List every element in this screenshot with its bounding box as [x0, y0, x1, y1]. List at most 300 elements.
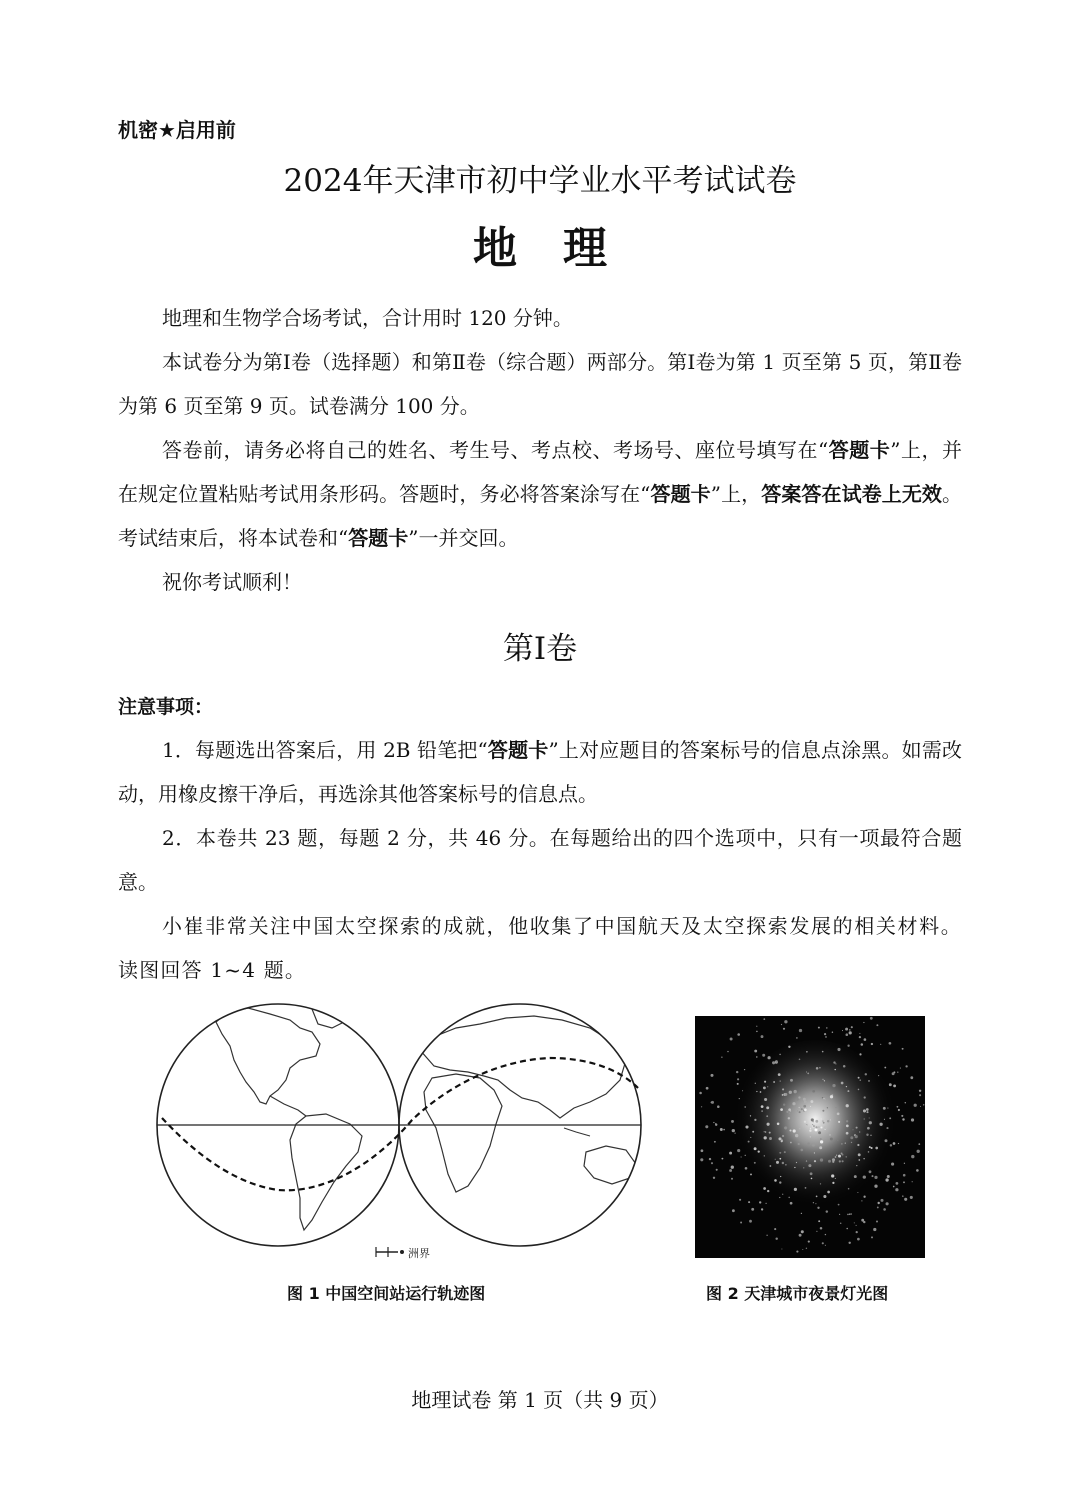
light-dot [821, 1118, 822, 1119]
light-dot [902, 1118, 904, 1120]
light-dot [861, 1219, 864, 1222]
light-dot [842, 1154, 844, 1156]
light-dot [903, 1181, 905, 1183]
light-dot [855, 1135, 858, 1138]
light-dot [830, 1137, 833, 1140]
light-dot [790, 1110, 792, 1112]
light-dot [866, 1111, 868, 1113]
tianjin-night-lights-image [695, 1016, 925, 1258]
light-dot [769, 1137, 772, 1140]
n1-text-1: 1．每题选出答案后，用 2B 铅笔把“ [162, 738, 488, 762]
light-dot [818, 1126, 820, 1128]
light-dot [766, 1115, 768, 1117]
light-dot [754, 1119, 756, 1121]
light-dot [878, 1075, 879, 1076]
light-dot [761, 1035, 764, 1038]
light-dot [889, 1083, 892, 1086]
light-dot [818, 1131, 821, 1134]
light-dot [729, 1152, 732, 1155]
light-dot [745, 1167, 748, 1170]
light-dot [822, 1110, 824, 1112]
light-dot [776, 1161, 779, 1164]
light-dot [910, 1076, 913, 1079]
light-dot [762, 1054, 765, 1057]
light-dot [727, 1051, 728, 1052]
light-dot [869, 1121, 872, 1124]
light-dot [859, 1036, 861, 1038]
light-dot [806, 1071, 807, 1072]
light-dot [819, 1067, 821, 1069]
light-dot [902, 1048, 904, 1050]
light-dot [848, 1188, 850, 1190]
light-dot [875, 1147, 878, 1150]
light-dot [706, 1087, 709, 1090]
light-dot [737, 1149, 740, 1152]
light-dot [814, 1152, 815, 1153]
light-dot [806, 1248, 807, 1249]
light-dot [849, 1031, 852, 1034]
n1-text-2: ”上对应题目的答案标号的信息点涂黑。如需改动，用橡皮擦干净后，再选涂其他答案标号的信息点。 [118, 738, 962, 806]
light-dot [843, 1065, 846, 1068]
light-dot [799, 1128, 801, 1130]
light-dot [874, 1185, 877, 1188]
light-dot [871, 1236, 873, 1238]
light-dot [825, 1036, 826, 1037]
light-dot [790, 1079, 793, 1082]
intro-paragraph-1: 地理和生物学合场考试，合计用时 120 分钟。 [162, 306, 573, 330]
light-dot [920, 1106, 921, 1107]
light-dot [832, 1158, 835, 1161]
light-dot [861, 1043, 864, 1046]
light-dot [723, 1129, 725, 1131]
light-dot [891, 1163, 894, 1166]
light-dot [904, 1198, 907, 1201]
light-dot [901, 1115, 903, 1117]
page-footer: 地理试卷 第 1 页（共 9 页） [411, 1388, 669, 1412]
light-dot [846, 1228, 848, 1230]
light-dot [824, 1098, 826, 1100]
light-dot [825, 1234, 826, 1235]
light-dot [919, 1094, 921, 1096]
light-dot [835, 1156, 837, 1158]
light-dot [783, 1028, 785, 1030]
light-dot [864, 1038, 867, 1041]
light-dot [799, 1029, 802, 1032]
light-dot [810, 1172, 813, 1175]
light-dot [763, 1086, 766, 1089]
light-dot [732, 1209, 735, 1212]
light-dot [887, 1175, 890, 1178]
light-dot [742, 1090, 743, 1091]
light-dot [716, 1169, 718, 1171]
light-dot [766, 1235, 767, 1236]
light-dot [829, 1134, 831, 1136]
light-dot [866, 1108, 869, 1111]
light-dot [902, 1195, 904, 1197]
light-dot [911, 1118, 914, 1121]
light-dot [745, 1125, 748, 1128]
light-dot [790, 1142, 792, 1144]
light-dot [857, 1192, 858, 1193]
light-dot [767, 1086, 768, 1087]
light-dot [824, 1033, 826, 1035]
light-dot [808, 1241, 810, 1243]
light-dot [764, 1136, 767, 1139]
light-dot [758, 1150, 760, 1152]
light-dot [800, 1149, 803, 1152]
light-dot [711, 1162, 713, 1164]
light-dot [806, 1051, 808, 1053]
light-dot [796, 1162, 797, 1163]
light-dot [765, 1131, 766, 1132]
light-dot [754, 1050, 757, 1053]
light-dot [801, 1213, 802, 1214]
light-dot [823, 1122, 825, 1124]
light-dot [798, 1096, 800, 1098]
light-dot [884, 1067, 886, 1069]
light-dot [916, 1169, 919, 1172]
light-dot [811, 1178, 813, 1180]
light-dot [749, 1220, 752, 1223]
light-dot [766, 1106, 769, 1109]
legend-label: 洲界 [408, 1247, 430, 1260]
light-dot [737, 1083, 739, 1085]
north-america-shape [216, 1008, 320, 1104]
light-dot [835, 1069, 836, 1070]
light-dot [781, 1248, 782, 1249]
light-dot [763, 1187, 766, 1190]
light-dot [796, 1098, 799, 1101]
light-dot [710, 1074, 713, 1077]
light-dot [849, 1213, 851, 1215]
light-dot [896, 1182, 899, 1185]
light-dot [842, 1160, 844, 1162]
light-dot [782, 1135, 784, 1137]
light-dot [871, 1043, 873, 1045]
light-dot [813, 1125, 815, 1127]
light-dot [782, 1194, 783, 1195]
light-dot [798, 1143, 800, 1145]
light-dot [874, 1176, 877, 1179]
light-dot [777, 1123, 780, 1126]
light-dot [876, 1220, 878, 1222]
light-dot [832, 1032, 833, 1033]
light-dot [845, 1028, 848, 1031]
light-dot [805, 1187, 807, 1189]
light-dot [779, 1152, 781, 1154]
light-dot [835, 1178, 836, 1179]
light-dot [887, 1108, 888, 1109]
light-dot [799, 1107, 800, 1108]
light-dot [761, 1208, 763, 1210]
p3-text-5: ”一并交回。 [408, 526, 519, 550]
light-dot [814, 1128, 817, 1131]
light-dot [839, 1214, 840, 1215]
light-dot [857, 1144, 859, 1146]
light-dot [863, 1158, 864, 1159]
light-dot [804, 1121, 806, 1123]
light-dot [820, 1158, 823, 1161]
light-dot [769, 1132, 771, 1134]
light-dot [841, 1143, 842, 1144]
light-dot [810, 1100, 813, 1103]
light-dot [815, 1203, 816, 1204]
space-station-orbit-map [150, 998, 652, 1268]
light-dot [845, 1142, 846, 1143]
light-dot [793, 1129, 796, 1132]
light-dot [730, 1038, 733, 1041]
light-dot [850, 1213, 852, 1215]
light-dot [796, 1037, 798, 1039]
light-dot [837, 1048, 840, 1051]
light-dot [838, 1204, 840, 1206]
light-dot [775, 1159, 776, 1160]
light-dot [917, 1150, 920, 1153]
light-dot [782, 1162, 784, 1164]
good-luck-text: 祝你考试顺利！ [162, 570, 302, 594]
light-dot [770, 1165, 772, 1167]
light-dot [815, 1120, 818, 1123]
light-dot [744, 1106, 746, 1108]
light-dot [903, 1174, 906, 1177]
light-dot [789, 1112, 791, 1114]
light-dot [867, 1127, 870, 1130]
light-dot [780, 1108, 783, 1111]
light-dot [756, 1031, 758, 1033]
light-dot [820, 1126, 822, 1128]
light-dot [801, 1108, 803, 1110]
light-dot [840, 1222, 842, 1224]
light-dot [721, 1057, 722, 1058]
light-dot [790, 1202, 793, 1205]
light-dot [799, 1111, 801, 1113]
light-dot [774, 1228, 776, 1230]
light-dot [780, 1176, 781, 1177]
light-dot [779, 1054, 781, 1056]
light-dot [824, 1080, 825, 1081]
light-dot [889, 1117, 891, 1119]
light-dot [904, 1163, 905, 1164]
answer-card-term: 答题卡 [348, 526, 409, 550]
notice-item-1 [118, 728, 962, 816]
p3-text-3: ”上， [710, 482, 762, 506]
light-dot [914, 1104, 917, 1107]
light-dot [780, 1080, 781, 1081]
light-dot [859, 1131, 860, 1132]
light-dot [912, 1181, 913, 1182]
light-dot [754, 1162, 756, 1164]
light-dot [781, 1140, 783, 1142]
light-dot [847, 1090, 849, 1092]
light-dot [846, 1120, 848, 1122]
light-dot [905, 1102, 906, 1103]
light-dot [895, 1188, 898, 1191]
light-dot [792, 1102, 795, 1105]
light-dot [761, 1105, 764, 1108]
light-dot [711, 1102, 713, 1104]
light-dot [720, 1128, 723, 1131]
light-dot [866, 1133, 868, 1135]
intro-paragraph-2: 本试卷分为第Ⅰ卷（选择题）和第Ⅱ卷（综合题）两部分。第Ⅰ卷为第 1 页至第 5 页，第Ⅱ卷为第 6 页至第 9 页。试卷满分 100 分。 [118, 350, 962, 418]
light-dot [859, 1033, 860, 1034]
light-dot [737, 1078, 739, 1080]
light-dot [860, 1079, 861, 1080]
light-dot [748, 1201, 750, 1203]
light-dot [803, 1098, 806, 1101]
light-dot [827, 1107, 828, 1108]
light-dot [857, 1238, 860, 1241]
light-dot [822, 1051, 824, 1053]
light-dot [774, 1179, 777, 1182]
light-dot [812, 1144, 815, 1147]
light-dot [778, 1073, 781, 1076]
light-dot [701, 1106, 702, 1107]
light-dot [827, 1120, 829, 1122]
light-dot [923, 1104, 925, 1106]
light-dot [880, 1044, 881, 1045]
light-dot [838, 1121, 840, 1123]
light-dot [846, 1156, 847, 1157]
light-dot [748, 1141, 750, 1143]
light-dot [833, 1061, 835, 1063]
light-dot [818, 1027, 820, 1029]
light-dot [820, 1138, 821, 1139]
light-dot [885, 1139, 888, 1142]
map-legend [376, 1247, 430, 1260]
light-dot [750, 1173, 752, 1175]
light-dot [820, 1140, 823, 1143]
light-dot [772, 1061, 775, 1064]
light-dot [831, 1174, 834, 1177]
light-dot [759, 1201, 761, 1203]
notice-item-2: 2．本卷共 23 题，每题 2 分，共 46 分。在每题给出的四个选项中，只有一项最符合题意。 [118, 826, 962, 894]
light-dot [822, 1079, 823, 1080]
light-dot [823, 1195, 826, 1198]
eastern-hemisphere [420, 1016, 636, 1192]
light-dot [789, 1091, 792, 1094]
light-dot [731, 1166, 734, 1169]
africa-shape [424, 1074, 502, 1192]
volume-title: 第Ⅰ卷 [502, 631, 578, 667]
light-dot [803, 1105, 806, 1108]
light-dot [897, 1106, 899, 1108]
light-dot [808, 1164, 811, 1167]
western-hemisphere [216, 1002, 362, 1230]
light-dot [900, 1068, 901, 1069]
confidential-label: 机密★启用前 [118, 118, 236, 142]
light-dot [846, 1033, 849, 1036]
light-dot [752, 1131, 754, 1133]
light-dot [897, 1072, 898, 1073]
light-dot [816, 1196, 818, 1198]
light-dot [729, 1169, 732, 1172]
light-dot [856, 1231, 858, 1233]
light-dot [846, 1132, 849, 1135]
light-dot [883, 1107, 886, 1110]
light-dot [764, 1155, 765, 1156]
p3-text-4: 。考试结束后，将本试卷和“ [118, 482, 963, 550]
light-dot [700, 1158, 703, 1161]
light-dot [794, 1188, 797, 1191]
light-dot [858, 1089, 860, 1091]
light-dot [856, 1127, 858, 1129]
light-dot [832, 1182, 834, 1184]
light-dot [794, 1167, 795, 1168]
light-dot [751, 1208, 754, 1211]
light-dot [910, 1196, 913, 1199]
light-dot [816, 1231, 817, 1232]
light-dot [765, 1203, 766, 1204]
light-dot [890, 1144, 892, 1146]
light-dot [864, 1118, 865, 1119]
light-dot [794, 1090, 797, 1093]
answer-card-term: 答题卡 [650, 482, 711, 506]
light-dot [755, 1083, 756, 1084]
light-dot [699, 1092, 702, 1095]
light-dot [745, 1155, 746, 1156]
light-dot [880, 1199, 883, 1202]
light-dot [740, 1222, 742, 1224]
light-dot [869, 1170, 872, 1173]
light-dot [848, 1242, 850, 1244]
light-dot [784, 1126, 787, 1129]
light-dot [802, 1249, 803, 1250]
light-dot [851, 1142, 852, 1143]
light-dot [868, 1151, 870, 1153]
light-dot [870, 1017, 873, 1020]
light-dot [779, 1158, 781, 1160]
light-dot [830, 1095, 833, 1098]
light-dot [850, 1136, 853, 1139]
light-dot [905, 1065, 907, 1067]
light-dot [804, 1108, 807, 1111]
light-dot [879, 1123, 882, 1126]
light-dot [847, 1214, 849, 1216]
light-dot [775, 1237, 777, 1239]
light-dot [892, 1072, 895, 1075]
light-dot [837, 1140, 838, 1141]
light-dot [786, 1111, 788, 1113]
light-dot [744, 1069, 745, 1070]
light-dot [761, 1110, 762, 1111]
light-dot [799, 1058, 801, 1060]
subject-title: 地理 [473, 223, 653, 274]
light-dot [884, 1119, 885, 1120]
light-dot [846, 1086, 847, 1087]
light-dot [763, 1018, 765, 1020]
light-dot [810, 1106, 811, 1107]
light-dot [822, 1097, 823, 1098]
light-dot [788, 1197, 790, 1199]
light-dot [849, 1029, 851, 1031]
light-dot [739, 1098, 740, 1099]
light-dot [779, 1181, 781, 1183]
light-dot [741, 1156, 742, 1157]
light-dot [764, 1098, 767, 1101]
light-dot [854, 1175, 857, 1178]
light-dot [705, 1125, 708, 1128]
light-dot [835, 1107, 836, 1108]
light-dot [877, 1206, 879, 1208]
notice-heading: 注意事项： [118, 696, 214, 718]
light-dot [804, 1101, 807, 1104]
light-dot [785, 1164, 787, 1166]
light-dot [893, 1084, 896, 1087]
light-dot [788, 1117, 790, 1119]
light-dot [846, 1125, 849, 1128]
light-dot [717, 1105, 720, 1108]
light-dot [803, 1167, 804, 1168]
